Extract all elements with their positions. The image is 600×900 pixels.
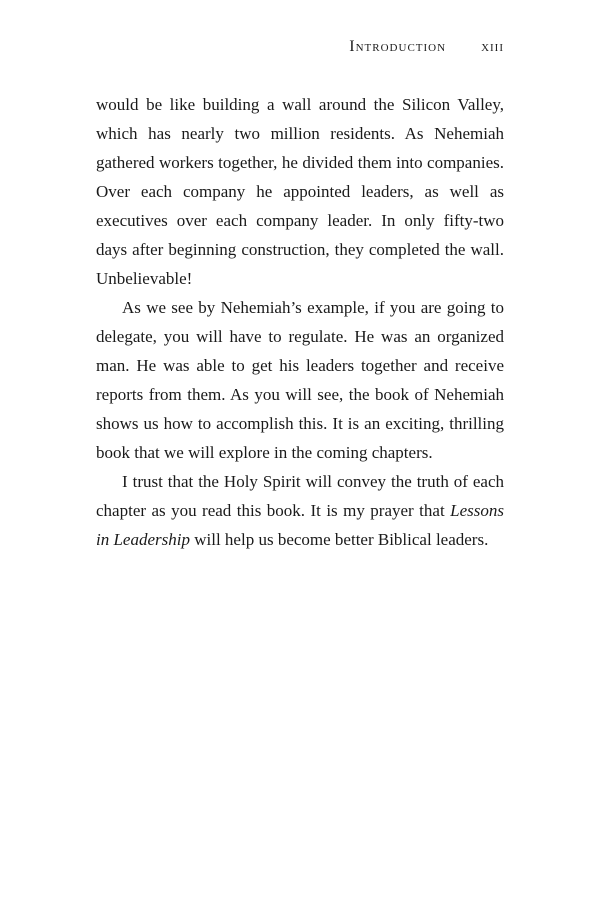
running-head-section-title: Introduction [349,38,447,55]
running-head [349,38,504,56]
paragraph-3-text-before: I trust that the Holy Spirit will convey the truth of each chapter as you read this book. It is my prayer that [96,472,504,520]
paragraph-1: would be like building a wall around the Silicon Valley, which has nearly two million residents. As Nehemiah gathered workers together, he divided them into companies. Over each company he appointed leaders, as well as executives over each company leader. In only fifty-two days after beginning construction, they completed the wall. Unbelievable! [96,95,504,288]
page-number: xiii [481,38,504,55]
body-text [96,90,504,554]
book-title-italic: Lessons in Leadership [96,501,504,549]
paragraph-3-text-after: will help us become better Biblical leaders. [189,530,489,549]
paragraph-3 [96,467,504,554]
paragraph-2: As we see by Nehemiah’s example, if you are going to delegate, you will have to regulate. He was an organized man. He was able to get his leaders together and receive reports from them. As you will see, the book of Nehemiah shows us how to accomplish this. It is an exciting, thrilling book that we will explore in the coming chapters. [96,298,504,462]
